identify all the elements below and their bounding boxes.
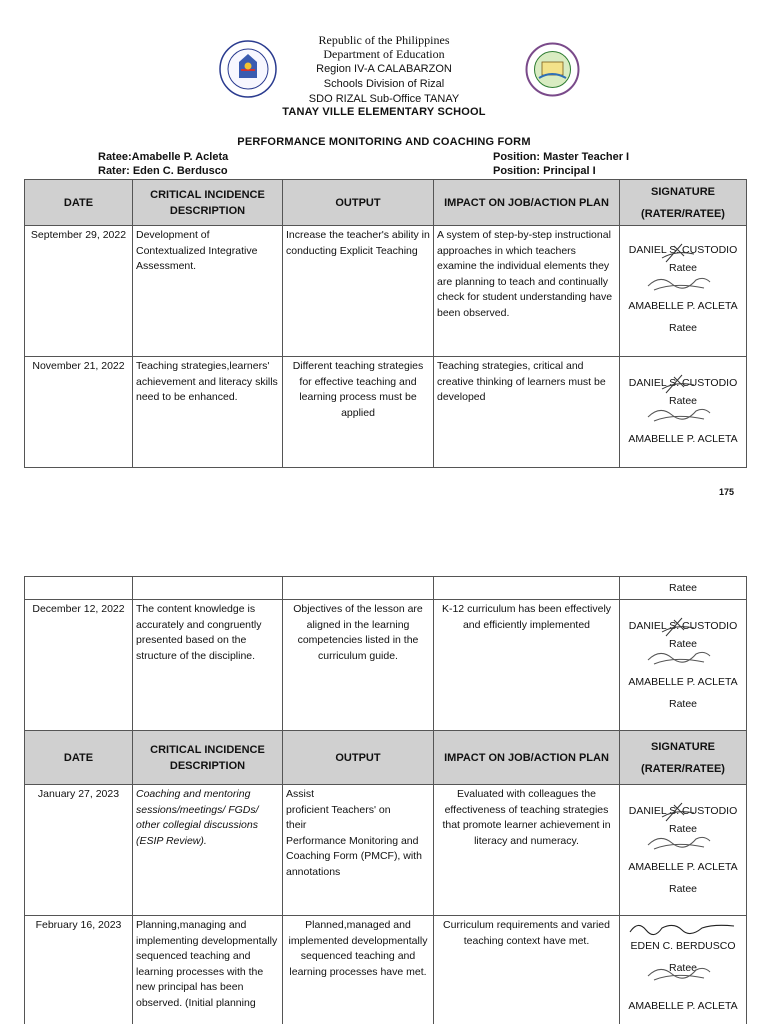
row-output bbox=[283, 577, 434, 600]
row-date: November 21, 2022 bbox=[25, 357, 133, 468]
header-signature-sub: (RATER/RATEE) bbox=[641, 207, 725, 220]
table-row bbox=[25, 916, 747, 1024]
ratee-signature-scribble-icon bbox=[644, 644, 714, 668]
ratee-printed-name: AMABELLE P. ACLETA bbox=[628, 300, 738, 312]
header-date: DATE bbox=[25, 180, 133, 226]
rater-signature-mark-icon bbox=[654, 371, 704, 399]
table-header-row bbox=[25, 731, 747, 785]
header-impact: IMPACT ON JOB/ACTION PLAN bbox=[434, 731, 620, 785]
row-impact: Teaching strategies, critical and creative thinking of learners must be developed bbox=[434, 357, 620, 468]
row-output bbox=[283, 785, 434, 916]
row-date: January 27, 2023 bbox=[25, 785, 133, 916]
row-signature bbox=[620, 785, 747, 916]
row-signature bbox=[620, 226, 747, 357]
ratee-signature-scribble-icon bbox=[644, 829, 714, 853]
table-header-row bbox=[25, 180, 747, 226]
letterhead-line-region: Region IV-A CALABARZON bbox=[316, 63, 452, 75]
header-impact: IMPACT ON JOB/ACTION PLAN bbox=[434, 180, 620, 226]
rater-printed-name: DANIEL S. CUSTODIO bbox=[628, 620, 738, 632]
ratee-label: Ratee bbox=[668, 262, 698, 274]
ratee-label: Ratee bbox=[668, 582, 698, 594]
pmcf-table-page2 bbox=[24, 576, 747, 1024]
rater-printed-name: DANIEL S. CUSTODIO bbox=[628, 805, 738, 817]
table-row bbox=[25, 785, 747, 916]
ratee-label: Ratee bbox=[668, 395, 698, 407]
letterhead-line-deped: Department of Education bbox=[323, 47, 445, 61]
rater-position: Position: Principal I bbox=[493, 165, 596, 177]
row-signature bbox=[620, 600, 747, 731]
form-title: PERFORMANCE MONITORING AND COACHING FORM bbox=[237, 136, 531, 148]
rater-printed-name: DANIEL S. CUSTODIO bbox=[628, 244, 738, 256]
row-output-line: Performance Monitoring and Coaching Form (PMCF), with annotations bbox=[286, 834, 422, 878]
header-output: OUTPUT bbox=[283, 180, 434, 226]
ratee-signature-scribble-icon bbox=[644, 270, 714, 294]
row-output: Planned,managed and implemented developmentally sequenced teaching and learning processes have met. bbox=[283, 916, 434, 1024]
pmcf-table-page1 bbox=[24, 179, 747, 468]
ratee-printed-name: AMABELLE P. ACLETA bbox=[628, 861, 738, 873]
row-signature bbox=[620, 357, 747, 468]
row-output-line: proficient Teachers' on bbox=[286, 803, 391, 816]
header-signature-label: SIGNATURE bbox=[651, 740, 715, 753]
row-impact bbox=[434, 577, 620, 600]
ratee-position: Position: Master Teacher I bbox=[493, 151, 630, 163]
row-impact: K-12 curriculum has been effectively and efficiently implemented bbox=[434, 600, 620, 731]
row-date: December 12, 2022 bbox=[25, 600, 133, 731]
row-incidence: Planning,managing and implementing developmentally sequenced teaching and learning processes with the new principal has been observed. (Initial planning bbox=[133, 916, 283, 1024]
school-name: TANAY VILLE ELEMENTARY SCHOOL bbox=[282, 106, 486, 118]
ratee-label: Ratee bbox=[668, 962, 698, 974]
header-signature-sub: (RATER/RATEE) bbox=[641, 762, 725, 775]
row-output-line: Assist bbox=[286, 788, 315, 800]
table-row bbox=[25, 357, 747, 468]
table-row bbox=[25, 577, 747, 600]
header-signature-label: SIGNATURE bbox=[651, 185, 715, 198]
letterhead-line-republic: Republic of the Philippines bbox=[318, 33, 450, 47]
row-output: Different teaching strategies for effective teaching and learning process must be applied bbox=[283, 357, 434, 468]
letterhead-line-suboffice: SDO RIZAL Sub-Office TANAY bbox=[308, 93, 460, 105]
row-output: Increase the teacher's ability in conducting Explicit Teaching bbox=[283, 226, 434, 357]
rater-signature-mark-icon bbox=[654, 614, 704, 642]
page-number: 175 bbox=[718, 487, 734, 497]
ratee-label-bottom: Ratee bbox=[668, 698, 698, 710]
row-output: Objectives of the lesson are aligned in the learning competencies listed in the curriculum guide. bbox=[283, 600, 434, 731]
row-date: February 16, 2023 bbox=[25, 916, 133, 1024]
ratee-label-bottom: Ratee bbox=[668, 883, 698, 895]
row-date: September 29, 2022 bbox=[25, 226, 133, 357]
row-incidence: Coaching and mentoring sessions/meetings/ FGDs/ other collegial discussions (ESIP Review). bbox=[133, 785, 283, 916]
row-incidence bbox=[133, 577, 283, 600]
ratee-label: Ratee bbox=[668, 638, 698, 650]
rater-name: Rater: Eden C. Berdusco bbox=[98, 165, 228, 177]
table-row bbox=[25, 226, 747, 357]
letterhead-line-division: Schools Division of Rizal bbox=[323, 78, 445, 90]
row-impact: Curriculum requirements and varied teaching context have met. bbox=[434, 916, 620, 1024]
ratee-signature-scribble-icon bbox=[644, 960, 714, 984]
row-signature bbox=[620, 916, 747, 1024]
ratee-printed-name: AMABELLE P. ACLETA bbox=[628, 433, 738, 445]
header-incidence: CRITICAL INCIDENCE DESCRIPTION bbox=[133, 731, 283, 785]
rater-signature-mark-icon bbox=[654, 240, 704, 268]
rater-printed-name: DANIEL S. CUSTODIO bbox=[628, 377, 738, 389]
header-incidence: CRITICAL INCIDENCE DESCRIPTION bbox=[133, 180, 283, 226]
ratee-label-bottom: Ratee bbox=[668, 322, 698, 334]
row-output-line: their bbox=[286, 819, 307, 831]
rater-printed-name: EDEN C. BERDUSCO bbox=[630, 940, 736, 952]
row-signature bbox=[620, 577, 747, 600]
header-output: OUTPUT bbox=[283, 731, 434, 785]
row-incidence: Development of Contextualized Integrative Assessment. bbox=[133, 226, 283, 357]
ratee-printed-name: AMABELLE P. ACLETA bbox=[628, 1000, 738, 1012]
ratee-name: Ratee:Amabelle P. Acleta bbox=[98, 151, 229, 163]
ratee-signature-scribble-icon bbox=[644, 401, 714, 425]
header-date: DATE bbox=[25, 731, 133, 785]
row-impact: Evaluated with colleagues the effectiveness of teaching strategies that promote learner achievement in literacy and numeracy. bbox=[434, 785, 620, 916]
table-row bbox=[25, 600, 747, 731]
row-impact: A system of step-by-step instructional approaches in which teachers examine the individual elements they are planning to teach and continually check for student understanding have been observed. bbox=[434, 226, 620, 357]
row-incidence: The content knowledge is accurately and congruently presented based on the structure of the discipline. bbox=[133, 600, 283, 731]
ratee-printed-name: AMABELLE P. ACLETA bbox=[628, 676, 738, 688]
header-signature bbox=[620, 180, 747, 226]
rater-signature-mark-icon bbox=[654, 799, 704, 827]
row-date bbox=[25, 577, 133, 600]
row-incidence: Teaching strategies,learners' achievement and literacy skills need to be enhanced. bbox=[133, 357, 283, 468]
ratee-label: Ratee bbox=[668, 823, 698, 835]
header-signature bbox=[620, 731, 747, 785]
rater-signature-scribble-icon bbox=[626, 918, 738, 938]
school-seal-logo bbox=[525, 42, 580, 97]
